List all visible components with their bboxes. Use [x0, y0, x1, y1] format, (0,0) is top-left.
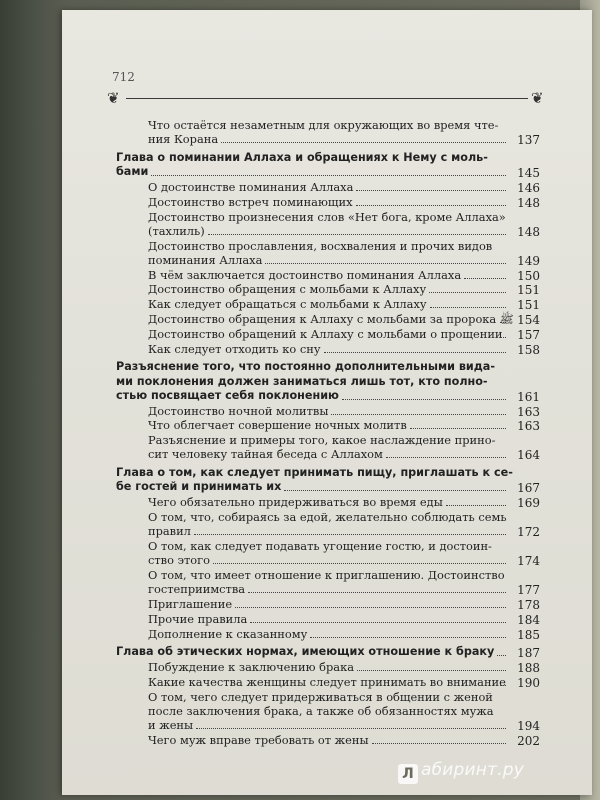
toc-chapter-line: Глава об этических нормах, имеющих отношение к браку — [116, 645, 495, 659]
toc-page-number: 145 — [517, 166, 540, 181]
watermark — [398, 760, 524, 784]
toc-page-number: 151 — [517, 283, 540, 298]
toc-page-number: 158 — [517, 342, 540, 357]
toc-section-line: ния Корана — [148, 132, 219, 147]
toc-page-number: 184 — [517, 612, 540, 627]
toc-chapter-line: бами — [116, 165, 149, 179]
toc-chapter-line: ми поклонения должен заниматься лишь тот, кто полно- — [116, 374, 488, 388]
toc-section-line: (тахлиль) — [148, 223, 205, 238]
toc-section-line: Что остаётся незаметным для окружающих во время чте- — [148, 118, 499, 132]
toc-page-number: 157 — [517, 327, 540, 342]
toc-page-number: 151 — [517, 298, 540, 313]
toc-section-line: после заключения брака, а также об обязанностях мужа — [148, 704, 494, 718]
toc-page-number: 150 — [517, 268, 540, 283]
dot-leader — [151, 175, 506, 176]
toc-section-line: Достоинство произнесения слов «Нет бога, кроме Аллаха» — [148, 209, 506, 224]
dot-leader — [284, 490, 506, 491]
toc-section-line: Прочие правила — [148, 611, 248, 626]
toc-section-line: и жены — [148, 718, 194, 733]
toc-section-line: О том, что, собираясь за едой, желательно соблюдать семь — [148, 510, 507, 524]
table-of-contents — [62, 10, 592, 795]
toc-page-number: 163 — [517, 404, 540, 419]
toc-page-number: 148 — [517, 195, 540, 210]
watermark-text: абиринт.ру — [421, 760, 525, 780]
dot-leader — [213, 563, 506, 564]
toc-section-line: Приглашение — [148, 597, 233, 611]
toc-section-line: Достоинство прославления, восхваления и прочих видов — [148, 238, 493, 253]
toc-section-line: Достоинство обращений к Аллаху с мольбами о прощении — [148, 326, 503, 341]
toc-section-line: правил — [148, 524, 191, 539]
toc-page-number: 178 — [517, 598, 540, 612]
toc-section-line: Чего муж вправе требовать от жены — [148, 733, 369, 747]
toc-section-line: сит человеку тайная беседа с Аллахом — [148, 447, 383, 462]
dot-leader — [196, 728, 506, 729]
toc-chapter-line: Глава о том, как следует принимать пищу, приглашать к се- — [116, 466, 513, 480]
dot-leader — [310, 637, 506, 638]
dot-leader — [265, 263, 506, 264]
toc-section-line: ство этого — [148, 553, 210, 568]
toc-page-number: 137 — [517, 133, 540, 148]
dot-leader — [194, 534, 506, 535]
toc-section-line: Разъяснение и примеры того, какое наслаждение прино- — [148, 433, 496, 448]
toc-page-number: 167 — [517, 481, 540, 496]
dot-leader — [250, 622, 506, 623]
dot-leader — [221, 142, 506, 143]
toc-page-number: 163 — [517, 419, 540, 434]
toc-page-number: 172 — [517, 525, 540, 540]
book-page — [62, 10, 592, 795]
toc-section-line: Достоинство встреч поминающих — [148, 194, 353, 209]
toc-section-line: О том, чего следует придерживаться в общении с женой — [148, 689, 493, 704]
toc-page-number: 169 — [517, 496, 540, 511]
toc-page-number: 161 — [517, 389, 540, 404]
dot-leader — [324, 352, 506, 353]
dot-leader — [248, 592, 506, 593]
toc-section-line: Как следует обращаться с мольбами к Аллаху — [148, 297, 427, 312]
toc-page-number: 148 — [517, 224, 540, 239]
toc-section-line: В чём заключается достоинство поминания Аллаха — [148, 267, 462, 282]
toc-page-number: 188 — [517, 661, 540, 676]
toc-page-number: 177 — [517, 583, 540, 598]
toc-section-line: Дополнение к сказанному — [148, 626, 308, 641]
toc-chapter-line: Глава о поминании Аллаха и обращениях к Нему с моль- — [116, 151, 488, 164]
toc-section-line: Как следует отходить ко сну — [148, 341, 321, 356]
ornament-left-icon: ❦ — [107, 89, 120, 107]
toc-section-line: Что облегчает совершение ночных молитв — [148, 418, 407, 433]
toc-section-line: поминания Аллаха — [148, 252, 263, 267]
toc-section-line: Достоинство ночной молитвы — [148, 403, 329, 418]
toc-section-line: Побуждение к заключению брака — [148, 660, 354, 675]
toc-chapter-line: бе гостей и принимать их — [116, 480, 282, 494]
toc-section-line: О том, как следует подавать угощение гостю, и достоин- — [148, 539, 492, 553]
toc-page-number: 194 — [517, 719, 540, 734]
toc-section-line: О достоинстве поминания Аллаха — [148, 180, 354, 194]
toc-chapter-line: стью посвящает себя поклонению — [116, 388, 339, 402]
toc-section-line: гостеприимства — [148, 582, 246, 597]
toc-page-number: 202 — [517, 734, 540, 748]
toc-page-number: 164 — [517, 448, 540, 463]
toc-section-line: Достоинство обращения с мольбами к Аллаху — [148, 282, 427, 297]
toc-page-number: 154 — [517, 313, 540, 327]
toc-page-number: 190 — [517, 676, 540, 690]
toc-section-line: О том, что имеет отношение к приглашению. Достоинство — [148, 568, 505, 582]
page-number: 712 — [112, 70, 135, 84]
toc-page-number: 146 — [517, 181, 540, 195]
toc-page-number: 187 — [517, 646, 540, 661]
dot-leader — [331, 414, 506, 415]
toc-section-line: Чего обязательно придерживаться во время еды — [148, 495, 443, 510]
toc-page-number: 185 — [517, 627, 540, 642]
toc-chapter-line: Разъяснение того, что постоянно дополнительными вида- — [116, 360, 495, 374]
dot-leader — [235, 607, 506, 608]
dot-leader — [208, 234, 506, 235]
toc-section-line: Достоинство обращения к Аллаху с мольбами за пророка ﷺ — [148, 312, 514, 326]
ornament-right-icon: ❦ — [531, 89, 544, 107]
watermark-logo: Л — [398, 764, 418, 784]
toc-section-line: Какие качества женщины следует принимать во внимание — [148, 675, 506, 689]
toc-page-number: 149 — [517, 253, 540, 268]
toc-page-number: 174 — [517, 554, 540, 569]
